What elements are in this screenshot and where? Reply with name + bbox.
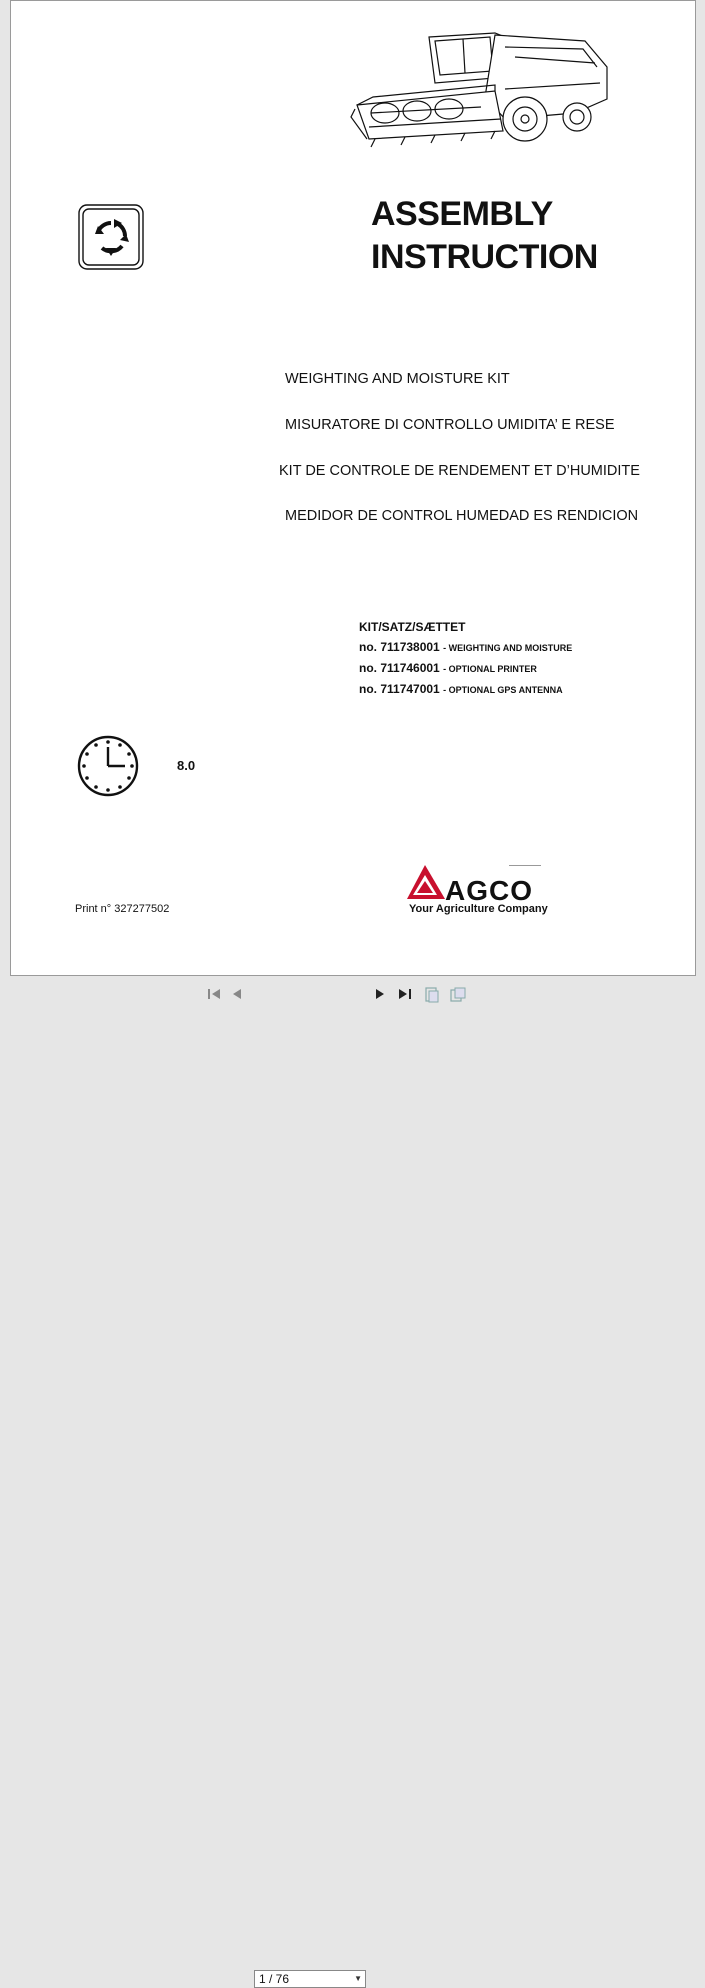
clock-icon	[77, 735, 139, 797]
fit-page-icon	[424, 987, 440, 1003]
subtitle-french: KIT DE CONTROLE DE RENDEMENT ET D’HUMIDITE	[279, 463, 640, 479]
subtitle-spanish: MEDIDOR DE CONTROL HUMEDAD ES RENDICION	[285, 508, 639, 524]
kit-description: - WEIGHTING AND MOISTURE	[443, 643, 573, 653]
kit-number: no. 711746001	[359, 661, 440, 675]
combine-harvester-illustration	[345, 27, 615, 153]
print-number: Print n° 327277502	[75, 903, 170, 915]
kit-description: - OPTIONAL GPS ANTENNA	[443, 685, 563, 695]
next-page-button[interactable]	[374, 987, 386, 1005]
fit-width-icon	[450, 987, 466, 1003]
time-value: 8.0	[177, 758, 196, 773]
kit-row	[359, 658, 572, 679]
fit-width-button[interactable]	[450, 987, 466, 1005]
kit-number: no. 711747001	[359, 682, 440, 696]
agco-logo-icon	[407, 863, 447, 901]
kit-row	[359, 637, 572, 658]
subtitle-italian: MISURATORE DI CONTROLLO UMIDITA’ E RESE	[285, 417, 615, 433]
recycle-symbol-icon	[78, 204, 144, 270]
kit-number: no. 711738001	[359, 640, 440, 654]
brand-name: AGCO	[445, 875, 533, 906]
first-page-button[interactable]	[207, 987, 221, 1005]
page-selector[interactable]	[254, 1970, 366, 1988]
kit-list	[359, 617, 572, 700]
page-indicator: 1 / 76	[259, 1972, 290, 1986]
kit-row	[359, 679, 572, 700]
previous-page-icon	[231, 987, 243, 1001]
subtitle-english: WEIGHTING AND MOISTURE KIT	[285, 371, 510, 387]
kit-header: KIT/SATZ/SÆTTET	[359, 620, 466, 634]
logo-rule	[509, 865, 541, 866]
brand-tagline: Your Agriculture Company	[409, 903, 548, 915]
next-page-icon	[374, 987, 386, 1001]
title-line-1: ASSEMBLY	[371, 195, 553, 233]
previous-page-button[interactable]	[231, 987, 243, 1005]
document-title	[371, 193, 598, 279]
last-page-icon	[398, 987, 412, 1001]
document-page	[10, 0, 696, 976]
fit-page-button[interactable]	[424, 987, 440, 1005]
chevron-down-icon: ▼	[354, 1974, 362, 1983]
title-line-2: INSTRUCTION	[371, 238, 598, 276]
last-page-button[interactable]	[398, 987, 412, 1005]
viewer-toolbar	[0, 984, 705, 1986]
first-page-icon	[207, 987, 221, 1001]
kit-description: - OPTIONAL PRINTER	[443, 664, 537, 674]
